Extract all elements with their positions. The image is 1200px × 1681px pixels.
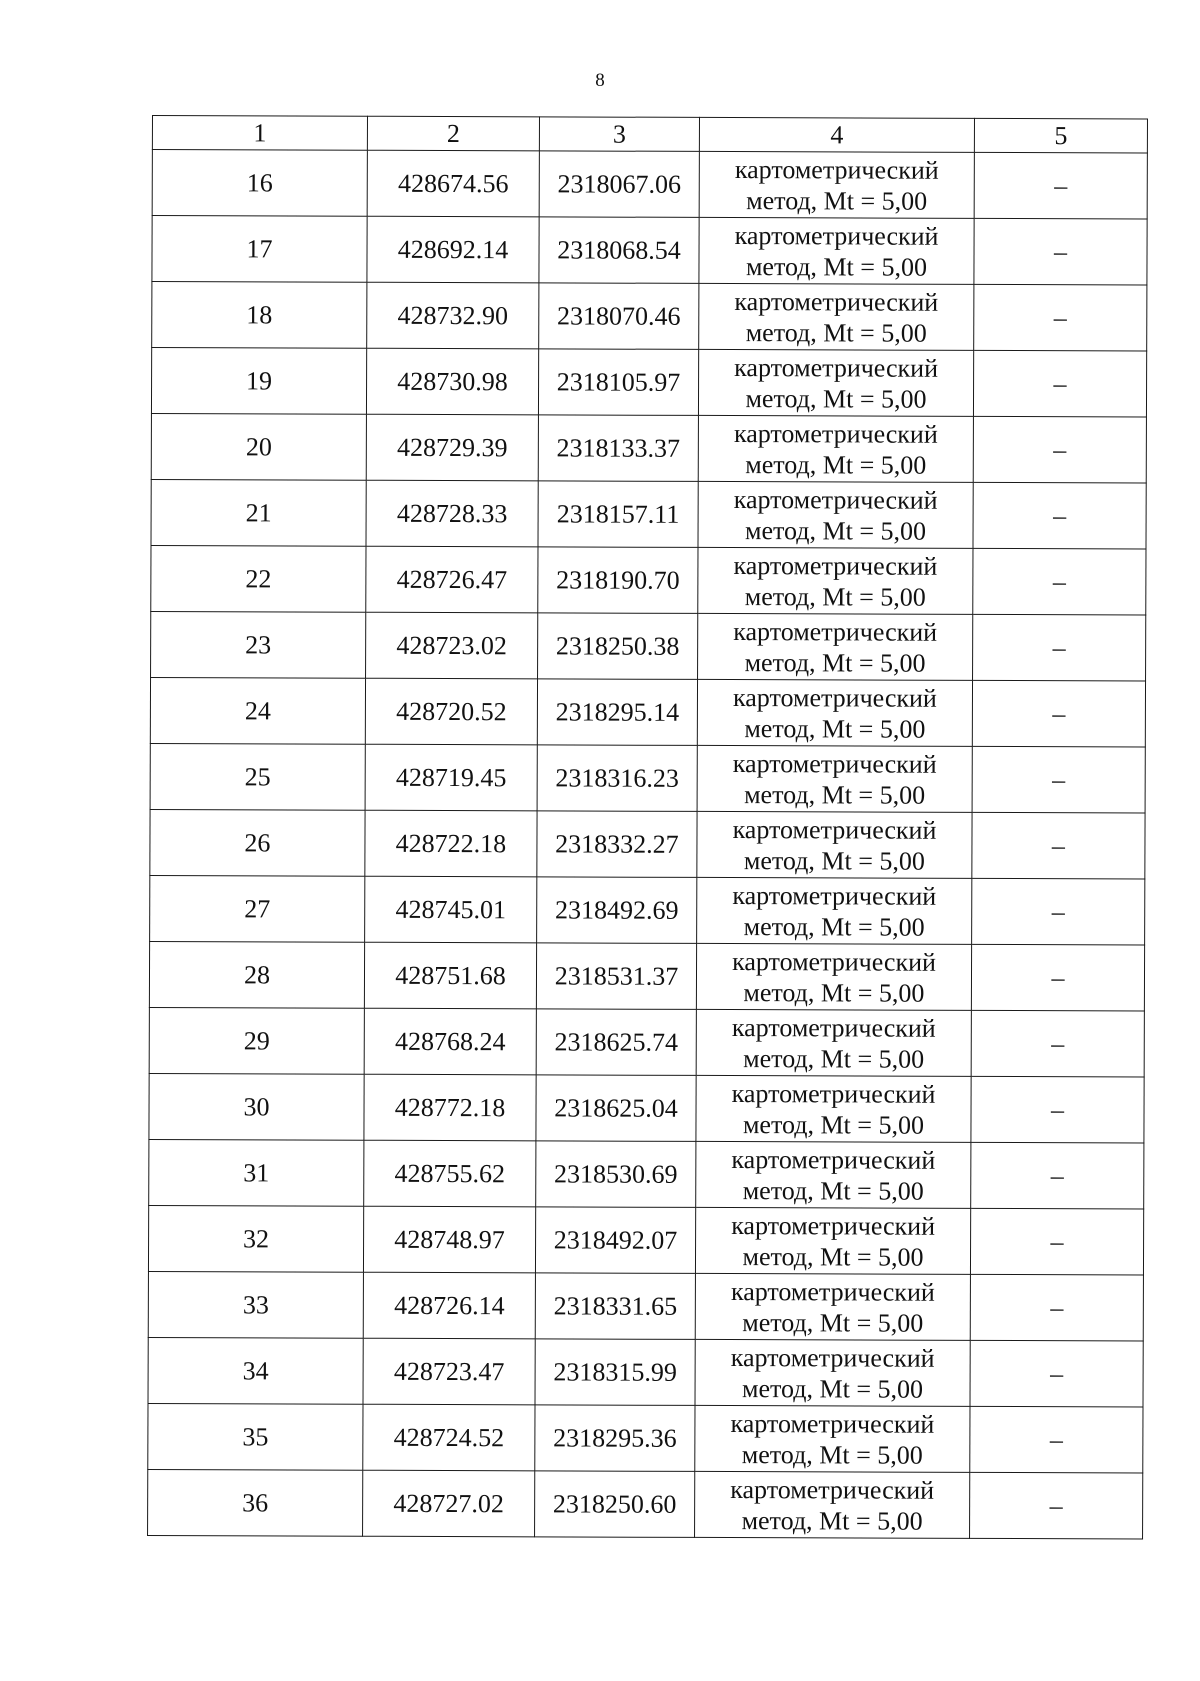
table-row (150, 875, 1145, 944)
table-row (152, 150, 1147, 219)
table-row (151, 348, 1146, 417)
x-coordinate-cell: 428720.52 (365, 678, 537, 745)
x-coordinate-cell: 428772.18 (364, 1074, 536, 1141)
extra-cell: – (971, 1142, 1144, 1209)
method-cell (697, 877, 972, 944)
table-row (151, 479, 1146, 548)
x-coordinate-cell: 428722.18 (365, 810, 537, 877)
y-coordinate-cell: 2318625.04 (536, 1075, 696, 1142)
header-cell-5: 5 (974, 118, 1147, 153)
x-coordinate-cell: 428728.33 (366, 480, 538, 547)
y-coordinate-cell: 2318067.06 (539, 151, 699, 218)
point-number-cell: 21 (151, 479, 366, 546)
method-line-2: метод, Mt = 5,00 (742, 1109, 925, 1140)
method-line-1: картометрический (731, 1012, 936, 1043)
method-line-2: метод, Mt = 5,00 (742, 1373, 924, 1404)
table-row (149, 1139, 1144, 1208)
extra-cell: – (970, 1208, 1143, 1275)
x-coordinate-cell: 428726.14 (363, 1272, 535, 1339)
point-number-cell: 32 (148, 1205, 363, 1272)
method-line-2: метод, Mt = 5,00 (745, 515, 927, 546)
method-cell (698, 349, 973, 416)
y-coordinate-cell: 2318492.69 (537, 877, 697, 944)
method-cell (696, 943, 971, 1010)
method-line-1: картометрический (732, 748, 937, 779)
point-number-cell: 24 (150, 677, 365, 744)
method-cell (695, 1405, 970, 1472)
y-coordinate-cell: 2318105.97 (538, 349, 698, 416)
extra-cell: – (972, 878, 1145, 945)
method-line-1: картометрический (732, 814, 937, 845)
y-coordinate-cell: 2318157.11 (538, 481, 698, 548)
point-number-cell: 19 (151, 348, 366, 415)
extra-cell: – (970, 1406, 1143, 1473)
method-line-2: метод, Mt = 5,00 (745, 317, 927, 348)
x-coordinate-cell: 428674.56 (367, 150, 539, 217)
table-row (148, 1271, 1143, 1340)
table-row (148, 1337, 1143, 1406)
method-line-1: картометрический (730, 1342, 935, 1373)
header-row (152, 116, 1147, 153)
x-coordinate-cell: 428724.52 (363, 1404, 535, 1471)
method-line-1: картометрический (734, 352, 939, 383)
extra-cell: – (971, 1076, 1144, 1143)
method-cell (698, 481, 973, 548)
x-coordinate-cell: 428751.68 (364, 942, 536, 1009)
y-coordinate-cell: 2318531.37 (536, 943, 696, 1010)
method-line-1: картометрический (731, 1078, 936, 1109)
table-row (150, 677, 1145, 746)
method-line-1: картометрический (732, 880, 937, 911)
method-line-2: метод, Mt = 5,00 (746, 185, 928, 216)
y-coordinate-cell: 2318190.70 (538, 547, 698, 614)
method-line-1: картометрический (733, 484, 938, 515)
y-coordinate-cell: 2318530.69 (536, 1141, 696, 1208)
method-line-2: метод, Mt = 5,00 (745, 383, 927, 414)
table-row (150, 743, 1145, 812)
extra-cell: – (970, 1472, 1143, 1539)
point-number-cell: 30 (149, 1073, 364, 1140)
table-row (149, 1073, 1144, 1142)
extra-cell: – (970, 1274, 1143, 1341)
method-line-1: картометрический (733, 682, 937, 713)
x-coordinate-cell: 428727.02 (363, 1470, 535, 1537)
method-line-1: картометрический (733, 550, 938, 581)
point-number-cell: 27 (150, 875, 365, 942)
method-cell (695, 1207, 970, 1274)
table-row (148, 1469, 1143, 1538)
header-cell-4: 4 (699, 117, 974, 152)
extra-cell: – (971, 944, 1144, 1011)
extra-cell: – (974, 284, 1147, 351)
y-coordinate-cell: 2318070.46 (539, 283, 699, 350)
extra-cell: – (973, 416, 1146, 483)
y-coordinate-cell: 2318295.14 (537, 679, 697, 746)
table-row (148, 1205, 1143, 1274)
method-line-1: картометрический (734, 286, 939, 317)
method-line-1: картометрический (731, 1210, 936, 1241)
method-cell (696, 1075, 971, 1142)
method-cell (695, 1339, 970, 1406)
method-cell (699, 283, 974, 350)
point-number-cell: 29 (149, 1007, 364, 1074)
x-coordinate-cell: 428748.97 (363, 1206, 535, 1273)
table-row (149, 941, 1144, 1010)
table-row (151, 545, 1146, 614)
method-cell (695, 1471, 970, 1538)
method-line-1: картометрический (731, 1144, 936, 1175)
point-number-cell: 26 (150, 809, 365, 876)
table-row (151, 611, 1146, 680)
point-number-cell: 18 (152, 282, 367, 349)
method-cell (697, 679, 972, 746)
point-number-cell: 33 (148, 1271, 363, 1338)
point-number-cell: 25 (150, 743, 365, 810)
method-line-2: метод, Mt = 5,00 (742, 1175, 924, 1206)
method-line-2: метод, Mt = 5,00 (742, 1307, 924, 1338)
y-coordinate-cell: 2318316.23 (537, 745, 697, 812)
y-coordinate-cell: 2318250.38 (538, 613, 698, 680)
y-coordinate-cell: 2318315.99 (535, 1339, 695, 1406)
header-cell-2: 2 (367, 116, 539, 151)
x-coordinate-cell: 428755.62 (364, 1140, 536, 1207)
method-line-2: метод, Mt = 5,00 (745, 251, 928, 282)
point-number-cell: 35 (148, 1403, 363, 1470)
extra-cell: – (973, 614, 1146, 681)
x-coordinate-cell: 428732.90 (367, 282, 539, 349)
x-coordinate-cell: 428745.01 (365, 876, 537, 943)
method-line-2: метод, Mt = 5,00 (744, 779, 926, 810)
page-number: 8 (595, 70, 605, 91)
method-line-2: метод, Mt = 5,00 (741, 1505, 923, 1536)
table-body (148, 150, 1148, 1539)
x-coordinate-cell: 428729.39 (366, 414, 538, 481)
y-coordinate-cell: 2318068.54 (539, 217, 699, 284)
extra-cell: – (973, 548, 1146, 615)
point-number-cell: 23 (151, 611, 366, 678)
method-line-2: метод, Mt = 5,00 (744, 713, 926, 744)
method-line-1: картометрический (730, 1474, 935, 1505)
x-coordinate-cell: 428719.45 (365, 744, 537, 811)
point-number-cell: 34 (148, 1337, 363, 1404)
extra-cell: – (973, 350, 1146, 417)
y-coordinate-cell: 2318492.07 (535, 1207, 695, 1274)
y-coordinate-cell: 2318295.36 (535, 1405, 695, 1472)
method-line-2: метод, Mt = 5,00 (741, 1439, 923, 1470)
method-cell (696, 1141, 971, 1208)
y-coordinate-cell: 2318250.60 (535, 1471, 695, 1538)
method-cell (698, 613, 973, 680)
point-number-cell: 17 (152, 216, 367, 283)
point-number-cell: 16 (152, 150, 367, 217)
extra-cell: – (973, 482, 1146, 549)
extra-cell: – (974, 218, 1147, 285)
method-line-1: картометрический (730, 1408, 935, 1439)
table-row (152, 282, 1147, 351)
method-line-2: метод, Mt = 5,00 (743, 845, 925, 876)
extra-cell: – (972, 680, 1145, 747)
coordinates-table (147, 115, 1148, 1539)
table-row (152, 216, 1147, 285)
method-line-2: метод, Mt = 5,00 (744, 581, 926, 612)
method-line-2: метод, Mt = 5,00 (743, 1043, 925, 1074)
method-line-1: картометрический (730, 1276, 935, 1307)
x-coordinate-cell: 428692.14 (367, 216, 539, 283)
table-header (152, 116, 1147, 153)
x-coordinate-cell: 428723.47 (363, 1338, 535, 1405)
method-cell (698, 415, 973, 482)
y-coordinate-cell: 2318625.74 (536, 1009, 696, 1076)
header-cell-3: 3 (539, 117, 699, 152)
x-coordinate-cell: 428723.02 (366, 612, 538, 679)
method-cell (699, 217, 974, 284)
point-number-cell: 22 (151, 545, 366, 612)
table-row (149, 1007, 1144, 1076)
point-number-cell: 36 (148, 1469, 363, 1536)
method-cell (695, 1273, 970, 1340)
method-line-1: картометрический (734, 220, 939, 251)
x-coordinate-cell: 428730.98 (366, 348, 538, 415)
point-number-cell: 28 (149, 941, 364, 1008)
y-coordinate-cell: 2318332.27 (537, 811, 697, 878)
method-line-2: метод, Mt = 5,00 (743, 911, 925, 942)
y-coordinate-cell: 2318133.37 (538, 415, 698, 482)
method-cell (697, 811, 972, 878)
point-number-cell: 31 (149, 1139, 364, 1206)
method-line-2: метод, Mt = 5,00 (743, 977, 925, 1008)
method-line-1: картометрический (734, 154, 939, 185)
x-coordinate-cell: 428768.24 (364, 1008, 536, 1075)
table-row (148, 1403, 1143, 1472)
method-line-2: метод, Mt = 5,00 (744, 647, 926, 678)
method-cell (696, 1009, 971, 1076)
extra-cell: – (972, 746, 1145, 813)
extra-cell: – (971, 1010, 1144, 1077)
method-line-1: картометрический (732, 946, 937, 977)
method-cell (699, 151, 974, 218)
point-number-cell: 20 (151, 413, 366, 480)
extra-cell: – (970, 1340, 1143, 1407)
extra-cell: – (972, 812, 1145, 879)
header-cell-1: 1 (152, 116, 367, 151)
method-line-1: картометрический (733, 616, 938, 647)
table-row (151, 413, 1146, 482)
method-line-1: картометрический (733, 418, 938, 449)
method-line-2: метод, Mt = 5,00 (745, 449, 927, 480)
y-coordinate-cell: 2318331.65 (535, 1273, 695, 1340)
method-line-2: метод, Mt = 5,00 (742, 1241, 924, 1272)
method-cell (698, 547, 973, 614)
x-coordinate-cell: 428726.47 (366, 546, 538, 613)
method-cell (697, 745, 972, 812)
extra-cell: – (974, 152, 1147, 219)
table-row (150, 809, 1145, 878)
